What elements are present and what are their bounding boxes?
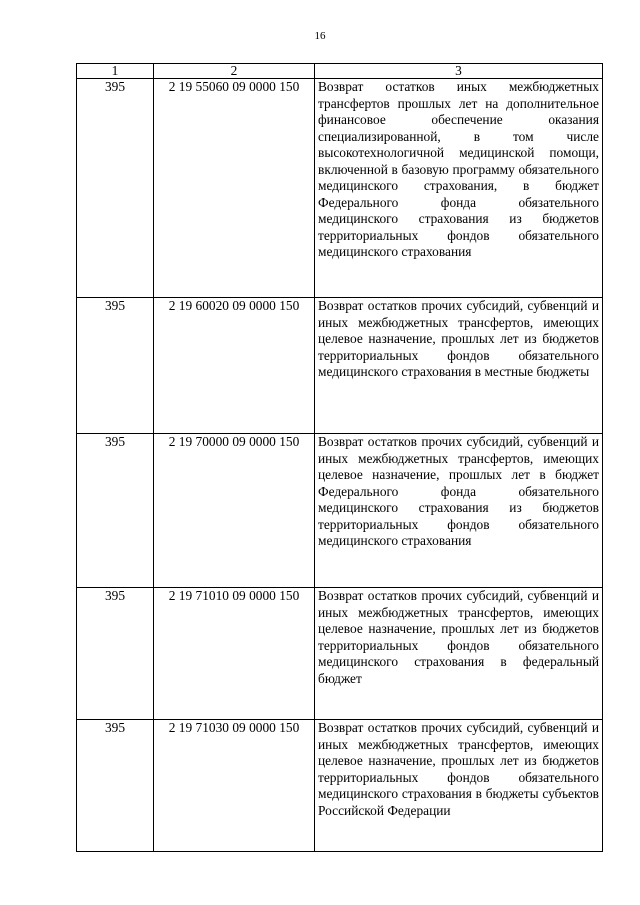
budget-code-cell: 2 19 60020 09 0000 150 — [154, 298, 315, 434]
table-row — [77, 298, 603, 434]
table-row — [77, 79, 603, 298]
admin-code-cell: 395 — [77, 720, 154, 852]
description-cell: Возврат остатков прочих субсидий, субвенций и иных межбюджетных трансфертов, имеющих целевое назначение, прошлых лет в бюджет Федерального фонда обязательного медицинского страхования из бюджетов территориальных фондов обязательного медицинского страхования — [315, 434, 603, 588]
budget-codes-table — [76, 63, 603, 852]
budget-code-cell: 2 19 70000 09 0000 150 — [154, 434, 315, 588]
table-row — [77, 588, 603, 720]
description-cell: Возврат остатков иных межбюджетных трансфертов прошлых лет на дополнительное финансовое обеспечение оказания специализированной, в том числе высокотехнологичной медицинской помощи, включенной в базовую программу обязательного медицинского страхования, в бюджет Федерального фонда обязательного медицинского страхования из бюджетов территориальных фондов обязательного медицинского страхования — [315, 79, 603, 298]
column-header-2: 2 — [154, 64, 315, 79]
budget-code-cell: 2 19 71030 09 0000 150 — [154, 720, 315, 852]
budget-code-cell: 2 19 71010 09 0000 150 — [154, 588, 315, 720]
budget-code-cell: 2 19 55060 09 0000 150 — [154, 79, 315, 298]
description-cell: Возврат остатков прочих субсидий, субвенций и иных межбюджетных трансфертов, имеющих целевое назначение, прошлых лет из бюджетов территориальных фондов обязательного медицинского страхования в местные бюджеты — [315, 298, 603, 434]
table-header-row — [77, 64, 603, 79]
admin-code-cell: 395 — [77, 79, 154, 298]
column-header-3: 3 — [315, 64, 603, 79]
column-header-1: 1 — [77, 64, 154, 79]
admin-code-cell: 395 — [77, 298, 154, 434]
description-cell: Возврат остатков прочих субсидий, субвенций и иных межбюджетных трансфертов, имеющих целевое назначение, прошлых лет из бюджетов территориальных фондов обязательного медицинского страхования в бюджеты субъектов Российской Федерации — [315, 720, 603, 852]
admin-code-cell: 395 — [77, 588, 154, 720]
page-number: 16 — [314, 30, 326, 42]
table-row — [77, 720, 603, 852]
description-cell: Возврат остатков прочих субсидий, субвенций и иных межбюджетных трансфертов, имеющих целевое назначение, прошлых лет из бюджетов территориальных фондов обязательного медицинского страхования в федеральный бюджет — [315, 588, 603, 720]
table-row — [77, 434, 603, 588]
admin-code-cell: 395 — [77, 434, 154, 588]
